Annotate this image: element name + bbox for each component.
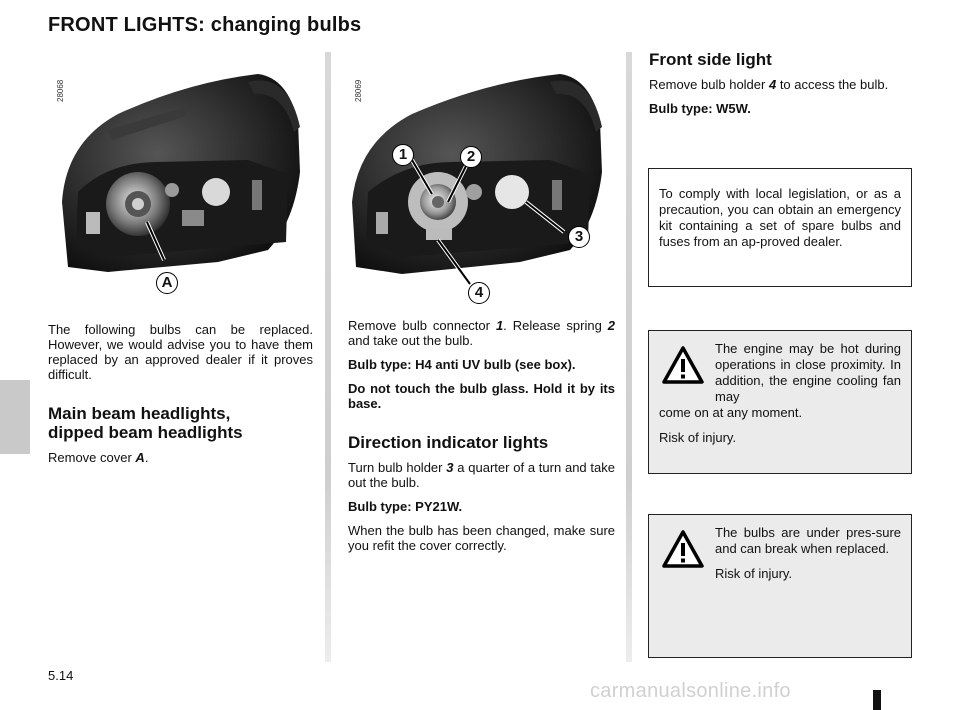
heading-line-2: dipped beam headlights bbox=[48, 423, 243, 442]
callout-2: 2 bbox=[460, 146, 482, 168]
warning-icon bbox=[661, 529, 705, 569]
section-heading-headlights bbox=[48, 404, 313, 442]
photo-reference: 28069 bbox=[354, 79, 363, 102]
instruction-text: to access the bulb. bbox=[776, 77, 889, 92]
callout-3: 3 bbox=[568, 226, 590, 248]
refit-cover-note: When the bulb has been changed, make sure you refit the cover correctly. bbox=[348, 523, 615, 553]
column-divider bbox=[626, 52, 632, 662]
engine-warning-text: The engine may be hot during operations in close proximity. In addition, the engine cooling fan may bbox=[715, 341, 901, 404]
engine-risk-text: Risk of injury. bbox=[659, 430, 737, 445]
instruction-text: Turn bulb holder bbox=[348, 460, 447, 475]
column-middle bbox=[348, 318, 615, 562]
column-divider bbox=[325, 52, 331, 662]
remove-cover-instruction bbox=[48, 450, 313, 465]
intro-paragraph: The following bulbs can be replaced. However, we would advise you to have them replaced by an approved dealer if it proves difficult. bbox=[48, 322, 313, 382]
part-ref: 1 bbox=[495, 318, 504, 333]
instruction-text: Remove cover bbox=[48, 450, 136, 465]
legislation-text: To comply with local legislation, or as a precaution, you can obtain an emergency kit containing a set of spare bulbs and fuses from an ap-proved dealer. bbox=[659, 186, 901, 249]
connector-instruction bbox=[348, 318, 615, 348]
instruction-text: a quarter of a turn and take out the bulb. bbox=[348, 460, 615, 490]
glass-warning: Do not touch the bulb glass. Hold it by its base. bbox=[348, 381, 615, 411]
column-right bbox=[649, 50, 911, 125]
corner-mark bbox=[873, 690, 881, 710]
bulbs-risk-text: Risk of injury. bbox=[715, 566, 793, 581]
holder-instruction bbox=[348, 460, 615, 490]
engine-warning-text-cont: come on at any moment. bbox=[659, 405, 803, 420]
section-tab bbox=[0, 380, 30, 454]
section-heading-indicators: Direction indicator lights bbox=[348, 433, 549, 452]
side-light-instruction bbox=[649, 77, 911, 92]
section-heading-side-light: Front side light bbox=[649, 50, 772, 69]
photo-reference: 28068 bbox=[56, 79, 65, 102]
bulb-type-h4: Bulb type: H4 anti UV bulb (see box). bbox=[348, 357, 576, 372]
headlight-photo-parts bbox=[346, 52, 622, 302]
bulbs-warning-box bbox=[648, 514, 912, 658]
instruction-end: . bbox=[144, 450, 149, 465]
bulb-type-w5w: Bulb type: W5W. bbox=[649, 101, 751, 116]
part-ref: 4 bbox=[768, 77, 777, 92]
callout-4: 4 bbox=[468, 282, 490, 304]
page-title: FRONT LIGHTS: changing bulbs bbox=[48, 14, 362, 36]
bulb-type-py21w: Bulb type: PY21W. bbox=[348, 499, 463, 514]
watermark: carmanualsonline.info bbox=[590, 680, 791, 702]
bulbs-warning-text: The bulbs are under pres-sure and can break when replaced. bbox=[715, 525, 901, 556]
column-left bbox=[48, 322, 313, 474]
instruction-text: Remove bulb holder bbox=[649, 77, 769, 92]
part-ref: 3 bbox=[446, 460, 454, 475]
heading-line-1: Main beam headlights, bbox=[48, 404, 231, 423]
instruction-text: . Release spring bbox=[503, 318, 608, 333]
callout-a: A bbox=[156, 272, 178, 294]
instruction-text: Remove bulb connector bbox=[348, 318, 496, 333]
warning-icon bbox=[661, 345, 705, 385]
part-ref: 2 bbox=[607, 318, 615, 333]
instruction-text: and take out the bulb. bbox=[348, 333, 474, 348]
part-ref: A bbox=[135, 450, 145, 465]
headlight-photo-cover bbox=[48, 52, 316, 292]
page-number: 5.14 bbox=[48, 668, 74, 683]
legislation-note-box bbox=[648, 168, 912, 287]
engine-warning-box bbox=[648, 330, 912, 474]
callout-1: 1 bbox=[392, 144, 414, 166]
